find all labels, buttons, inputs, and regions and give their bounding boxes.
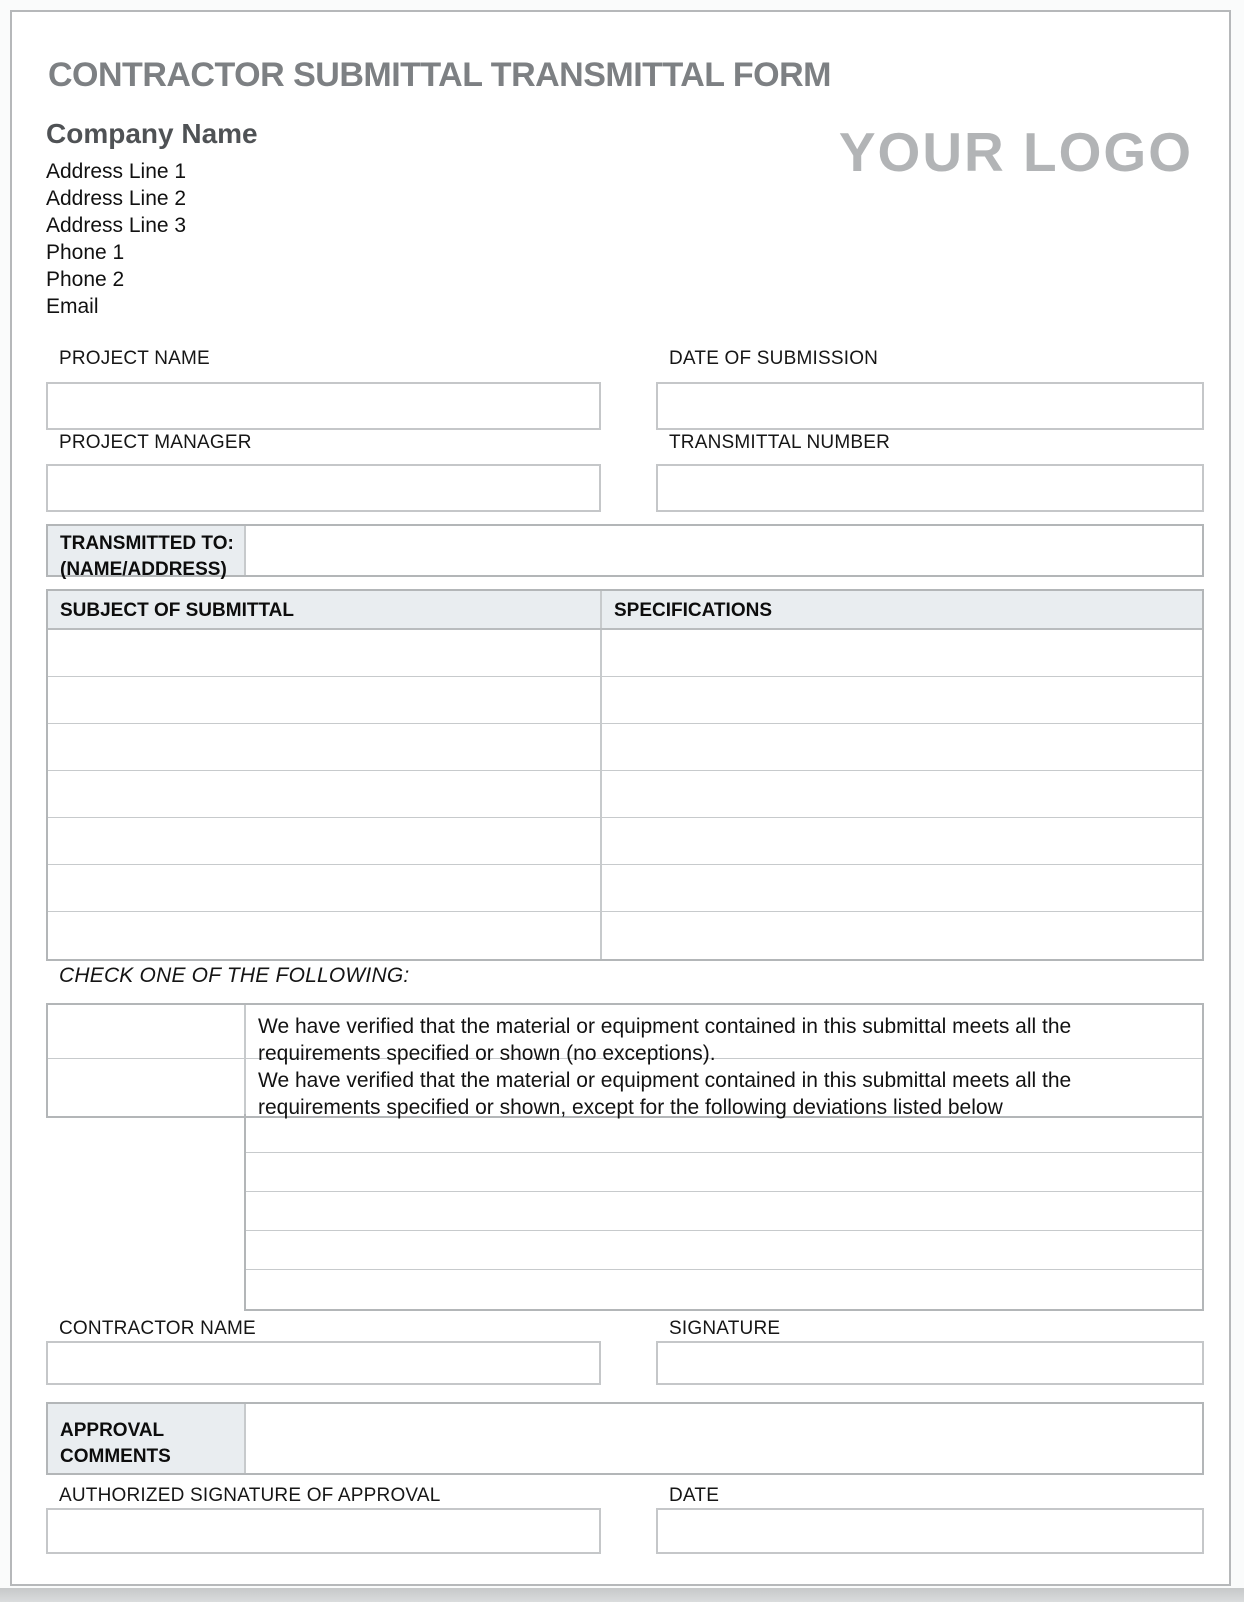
check-option-row <box>48 1005 1202 1065</box>
specification-cell[interactable] <box>602 630 1202 676</box>
authorized-signature-input[interactable] <box>46 1508 601 1554</box>
page-bottom-shadow <box>0 1588 1244 1602</box>
specification-cell[interactable] <box>602 771 1202 817</box>
deviation-row[interactable] <box>246 1153 1202 1192</box>
specification-cell[interactable] <box>602 818 1202 864</box>
date-label: DATE <box>669 1485 720 1506</box>
check-option-text: We have verified that the material or equipment contained in this submittal meets all the requirements specified or shown (no exceptions). <box>258 1015 1072 1065</box>
date-of-submission-input[interactable] <box>656 382 1204 430</box>
form-title: CONTRACTOR SUBMITTAL TRANSMITTAL FORM <box>48 56 831 94</box>
table-row <box>48 677 1202 724</box>
company-address-line: Phone 1 <box>46 241 125 264</box>
check-options-table <box>46 1003 1204 1118</box>
table-row <box>48 865 1202 912</box>
submittal-table <box>46 589 1204 961</box>
signature-label: SIGNATURE <box>669 1318 781 1339</box>
transmitted-to-section <box>46 524 1204 580</box>
subject-cell[interactable] <box>48 912 602 959</box>
deviation-row[interactable] <box>246 1192 1202 1231</box>
transmitted-to-label <box>48 526 246 580</box>
approval-comments-label-line2: COMMENTS <box>60 1446 171 1467</box>
deviation-row[interactable] <box>246 1270 1202 1309</box>
transmittal-number-label: TRANSMITTAL NUMBER <box>669 432 891 453</box>
submittal-table-body <box>48 630 1202 959</box>
deviation-row[interactable] <box>246 1231 1202 1270</box>
check-option-row <box>48 1059 1202 1119</box>
transmittal-number-input[interactable] <box>656 464 1204 512</box>
company-name: Company Name <box>46 118 258 149</box>
approval-comments-label-line1: APPROVAL <box>60 1420 165 1441</box>
submittal-table-header <box>48 591 1202 630</box>
table-row <box>48 818 1202 865</box>
project-manager-input[interactable] <box>46 464 601 512</box>
company-address-line: Address Line 1 <box>46 160 187 183</box>
company-address-line: Address Line 3 <box>46 214 187 237</box>
specifications-header: SPECIFICATIONS <box>614 600 772 621</box>
specification-cell[interactable] <box>602 677 1202 723</box>
table-row <box>48 724 1202 771</box>
date-of-submission-label: DATE OF SUBMISSION <box>669 348 879 369</box>
project-name-label: PROJECT NAME <box>59 348 210 369</box>
contractor-name-input[interactable] <box>46 1341 601 1385</box>
check-one-label: CHECK ONE OF THE FOLLOWING: <box>59 964 410 987</box>
project-manager-label: PROJECT MANAGER <box>59 432 252 453</box>
date-input[interactable] <box>656 1508 1204 1554</box>
subject-of-submittal-header: SUBJECT OF SUBMITTAL <box>48 591 602 628</box>
specification-cell[interactable] <box>602 912 1202 959</box>
company-address-line: Phone 2 <box>46 268 125 291</box>
subject-cell[interactable] <box>48 865 602 911</box>
check-option-box[interactable] <box>48 1005 246 1058</box>
table-row <box>48 630 1202 677</box>
check-option-box[interactable] <box>48 1059 246 1116</box>
authorized-signature-label: AUTHORIZED SIGNATURE OF APPROVAL <box>59 1485 441 1506</box>
check-option-text: We have verified that the material or equipment contained in this submittal meets all the requirements specified or shown, except for the following deviations listed below <box>258 1069 1072 1119</box>
document-page <box>10 10 1231 1586</box>
company-address-line: Email <box>46 295 99 318</box>
approval-comments-section <box>46 1402 1204 1475</box>
project-name-input[interactable] <box>46 382 601 430</box>
subject-cell[interactable] <box>48 630 602 676</box>
contractor-name-label: CONTRACTOR NAME <box>59 1318 256 1339</box>
subject-cell[interactable] <box>48 771 602 817</box>
deviation-rows <box>244 1114 1204 1311</box>
subject-cell[interactable] <box>48 818 602 864</box>
table-row <box>48 771 1202 818</box>
table-row <box>48 912 1202 959</box>
signature-input[interactable] <box>656 1341 1204 1385</box>
transmitted-to-input[interactable] <box>246 526 1202 575</box>
transmitted-to-label-line1: TRANSMITTED TO: <box>60 533 234 554</box>
subject-cell[interactable] <box>48 724 602 770</box>
company-address-lines <box>46 158 186 320</box>
approval-comments-label <box>48 1404 246 1473</box>
logo-placeholder: YOUR LOGO <box>838 121 1193 183</box>
deviation-row[interactable] <box>246 1114 1202 1153</box>
transmitted-to-label-line2: (NAME/ADDRESS) <box>60 559 227 580</box>
approval-comments-input[interactable] <box>246 1404 1202 1473</box>
company-address-line: Address Line 2 <box>46 187 187 210</box>
specification-cell[interactable] <box>602 724 1202 770</box>
subject-cell[interactable] <box>48 677 602 723</box>
specification-cell[interactable] <box>602 865 1202 911</box>
